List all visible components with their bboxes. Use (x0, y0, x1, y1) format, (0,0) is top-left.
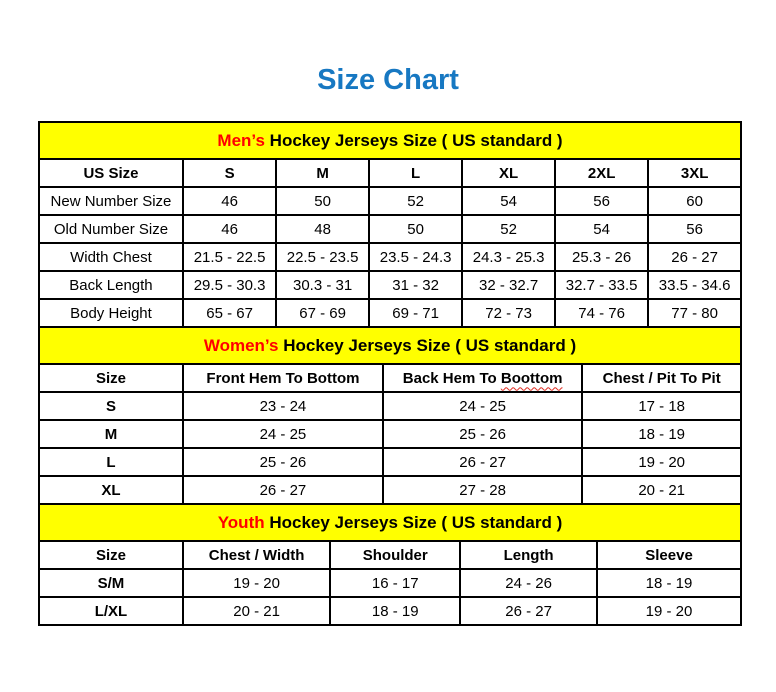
section-womens (38, 326, 742, 505)
table-cell: 48 (276, 215, 369, 243)
section-title-rest: Hockey Jerseys Size ( US standard ) (264, 131, 563, 150)
section-title-rest: Hockey Jerseys Size ( US standard ) (278, 336, 577, 355)
row-label: S/M (39, 569, 183, 597)
section-title-accent: Women’s (203, 336, 279, 355)
table-cell: 20 - 21 (183, 597, 330, 625)
row-label: S (39, 392, 183, 420)
table-cell: 69 - 71 (369, 299, 462, 327)
table-cell: 18 - 19 (597, 569, 741, 597)
table-cell: 46 (183, 215, 276, 243)
table-cell: 24 - 26 (460, 569, 597, 597)
table-row (39, 420, 741, 448)
section-banner-youth (38, 503, 742, 542)
table-row (39, 448, 741, 476)
table-cell: 19 - 20 (183, 569, 330, 597)
section-banner-womens (38, 326, 742, 365)
table-cell: 20 - 21 (582, 476, 741, 504)
table-cell: 17 - 18 (582, 392, 741, 420)
size-table-womens (38, 363, 742, 505)
table-cell: 52 (462, 215, 555, 243)
column-header: XL (462, 159, 555, 187)
table-cell: 30.3 - 31 (276, 271, 369, 299)
column-header: 2XL (555, 159, 648, 187)
table-cell: 31 - 32 (369, 271, 462, 299)
table-cell: 32.7 - 33.5 (555, 271, 648, 299)
column-header: Length (460, 541, 597, 569)
table-row (39, 243, 741, 271)
table-cell: 72 - 73 (462, 299, 555, 327)
section-title-accent: Men’s (217, 131, 265, 150)
table-cell: 74 - 76 (555, 299, 648, 327)
table-cell: 19 - 20 (582, 448, 741, 476)
size-table-mens (38, 158, 742, 328)
section-title-accent: Youth (217, 513, 265, 532)
row-label: L (39, 448, 183, 476)
table-row (39, 215, 741, 243)
row-label: New Number Size (39, 187, 183, 215)
table-cell: 24.3 - 25.3 (462, 243, 555, 271)
table-cell: 60 (648, 187, 741, 215)
table-cell: 25 - 26 (383, 420, 582, 448)
header-row (39, 541, 741, 569)
table-cell: 24 - 25 (383, 392, 582, 420)
size-tables (38, 121, 742, 626)
table-cell: 18 - 19 (330, 597, 460, 625)
table-cell: 16 - 17 (330, 569, 460, 597)
table-cell: 50 (369, 215, 462, 243)
table-cell: 26 - 27 (383, 448, 582, 476)
column-header: Sleeve (597, 541, 741, 569)
table-cell: 50 (276, 187, 369, 215)
table-cell: 23 - 24 (183, 392, 383, 420)
table-cell: 56 (648, 215, 741, 243)
section-mens (38, 121, 742, 328)
column-header: Size (39, 364, 183, 392)
column-header: Chest / Pit To Pit (582, 364, 741, 392)
table-row (39, 187, 741, 215)
table-cell: 54 (555, 215, 648, 243)
row-label: M (39, 420, 183, 448)
table-cell: 56 (555, 187, 648, 215)
row-label: Body Height (39, 299, 183, 327)
table-cell: 27 - 28 (383, 476, 582, 504)
row-label: XL (39, 476, 183, 504)
table-row (39, 569, 741, 597)
table-cell: 52 (369, 187, 462, 215)
table-row (39, 392, 741, 420)
table-cell: 19 - 20 (597, 597, 741, 625)
table-cell: 18 - 19 (582, 420, 741, 448)
table-row (39, 476, 741, 504)
column-header: US Size (39, 159, 183, 187)
table-cell: 77 - 80 (648, 299, 741, 327)
column-header: S (183, 159, 276, 187)
table-cell: 23.5 - 24.3 (369, 243, 462, 271)
table-cell: 29.5 - 30.3 (183, 271, 276, 299)
table-cell: 24 - 25 (183, 420, 383, 448)
row-label: L/XL (39, 597, 183, 625)
size-table-youth (38, 540, 742, 626)
table-cell: 26 - 27 (460, 597, 597, 625)
table-cell: 46 (183, 187, 276, 215)
column-header: Shoulder (330, 541, 460, 569)
table-cell: 33.5 - 34.6 (648, 271, 741, 299)
table-row (39, 271, 741, 299)
column-header: Chest / Width (183, 541, 330, 569)
row-label: Old Number Size (39, 215, 183, 243)
column-header: Size (39, 541, 183, 569)
section-youth (38, 503, 742, 626)
column-header: 3XL (648, 159, 741, 187)
section-title-rest: Hockey Jerseys Size ( US standard ) (264, 513, 563, 532)
table-cell: 32 - 32.7 (462, 271, 555, 299)
header-row (39, 364, 741, 392)
table-cell: 65 - 67 (183, 299, 276, 327)
table-cell: 54 (462, 187, 555, 215)
section-banner-mens (38, 121, 742, 160)
header-row (39, 159, 741, 187)
table-cell: 67 - 69 (276, 299, 369, 327)
table-cell: 22.5 - 23.5 (276, 243, 369, 271)
table-cell: 26 - 27 (648, 243, 741, 271)
table-row (39, 597, 741, 625)
table-cell: 25 - 26 (183, 448, 383, 476)
column-header: M (276, 159, 369, 187)
row-label: Width Chest (39, 243, 183, 271)
spellcheck-wavy-underline: Boottom (500, 369, 563, 387)
column-header: Back Hem To Boottom (383, 364, 582, 392)
table-row (39, 299, 741, 327)
table-cell: 25.3 - 26 (555, 243, 648, 271)
column-header: Front Hem To Bottom (183, 364, 383, 392)
table-cell: 26 - 27 (183, 476, 383, 504)
page-title: Size Chart (317, 64, 459, 96)
column-header: L (369, 159, 462, 187)
table-cell: 21.5 - 22.5 (183, 243, 276, 271)
row-label: Back Length (39, 271, 183, 299)
